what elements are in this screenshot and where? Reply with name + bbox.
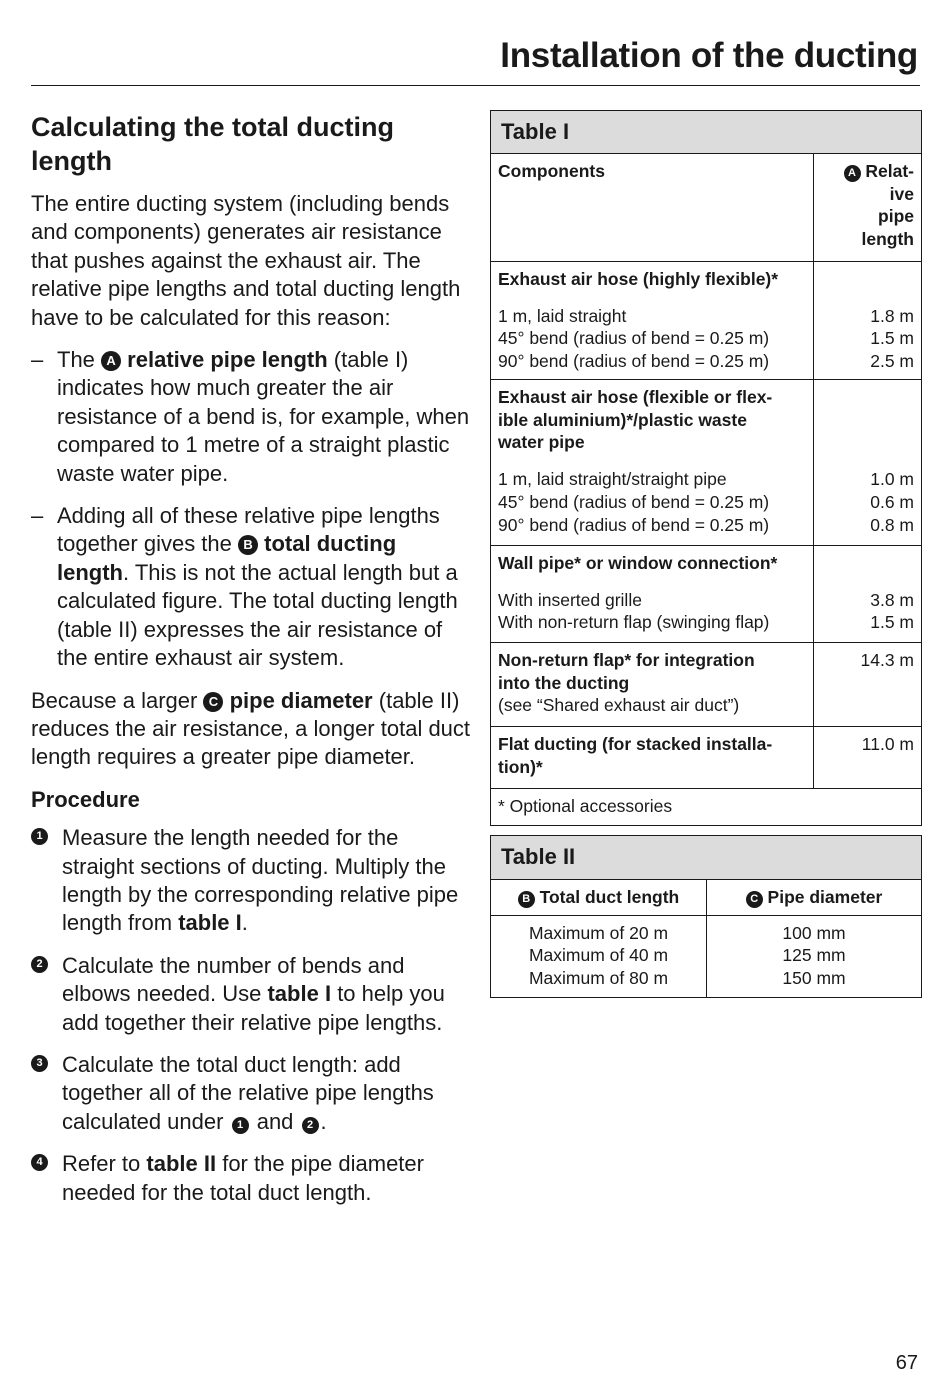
procedure-step-3 xyxy=(31,1051,471,1136)
table-row-flexible-aluminium-hose xyxy=(491,380,921,546)
table-row-non-return-flap xyxy=(491,643,921,727)
length-value: 1.8 m xyxy=(870,305,914,326)
table-row-flat-ducting xyxy=(491,727,921,789)
component-item: 90° bend (radius of bend = 0.25 m) xyxy=(498,514,770,535)
component-heading: Exhaust air hose (highly flexible)* xyxy=(498,269,779,289)
step-text: to help you add together their relative pipe lengths. xyxy=(62,981,445,1035)
total-duct-length-header xyxy=(491,880,707,915)
bullet-text: Adding all of these relative pipe lengths together gives the xyxy=(57,503,440,557)
header-line: ive xyxy=(889,183,914,204)
procedure-step-1 xyxy=(31,824,471,938)
total-duct-length-values xyxy=(491,916,707,997)
step-number-badge: 3 xyxy=(31,1055,48,1072)
component-cell xyxy=(491,546,814,642)
relative-length-header xyxy=(814,154,921,261)
duct-length-value: Maximum of 40 m xyxy=(528,945,669,966)
procedure-step-4 xyxy=(31,1150,471,1207)
table-footnote: * Optional accessories xyxy=(498,796,673,816)
table-1-title: Table I xyxy=(491,111,921,154)
table-2-body-row xyxy=(491,916,921,997)
paragraph-text: Because a larger xyxy=(31,687,198,713)
component-note: (see “Shared exhaust air duct”) xyxy=(498,695,740,716)
paragraph-text: (table II) reduces the air resistance, a longer total duct length requires a greater pipe diameter. xyxy=(31,687,471,770)
bullet-total-ducting-length xyxy=(31,502,471,672)
table-1-header-row xyxy=(491,154,921,262)
heading-line: water pipe xyxy=(498,432,585,453)
header-text: Total duct length xyxy=(539,887,680,907)
step-1-ref-badge: 1 xyxy=(232,1117,249,1134)
component-item: 45° bend (radius of bend = 0.25 m) xyxy=(498,491,770,512)
table-row-wall-pipe xyxy=(491,546,921,643)
header-line: length xyxy=(861,229,914,250)
duct-length-value: Maximum of 20 m xyxy=(528,922,669,943)
component-heading xyxy=(498,649,806,694)
component-item: 1 m, laid straight/straight pipe xyxy=(498,469,727,490)
letter-a-badge: A xyxy=(101,351,121,371)
step-text: Measure the length needed for the straight sections of ducting. Multiply the length by the corresponding relative pipe length from xyxy=(62,825,459,936)
table-footnote-row xyxy=(491,789,921,825)
table-2-title: Table II xyxy=(491,836,921,880)
paragraph-bold-term: pipe diameter xyxy=(229,687,373,713)
step-text: for the pipe diameter needed for the total duct length. xyxy=(62,1151,424,1205)
letter-c-badge: C xyxy=(746,891,763,908)
value-cell xyxy=(814,262,921,379)
length-value: 0.6 m xyxy=(870,491,914,512)
length-value: 1.0 m xyxy=(870,469,914,490)
heading-line: Non-return flap* for integration xyxy=(498,650,755,670)
component-heading: Wall pipe* or window connection* xyxy=(498,553,778,573)
step-number-badge: 1 xyxy=(31,828,48,845)
header-divider xyxy=(31,85,920,86)
step-bold-ref: table I xyxy=(178,910,242,936)
step-text: . xyxy=(241,910,248,936)
length-value: 1.5 m xyxy=(870,612,914,633)
step-text: Calculate the total duct length: add together all of the relative pipe lengths calculated under xyxy=(62,1051,434,1134)
component-cell xyxy=(491,380,814,545)
letter-a-badge: A xyxy=(844,165,861,182)
table-row-highly-flexible-hose xyxy=(491,262,921,380)
main-text-column xyxy=(31,110,471,1221)
page-number: 67 xyxy=(895,1352,918,1374)
component-heading xyxy=(498,386,806,454)
letter-c-badge: C xyxy=(203,692,223,712)
letter-b-badge: B xyxy=(518,891,535,908)
letter-b-badge: B xyxy=(238,535,258,555)
heading-line: Flat ducting (for stacked installa- xyxy=(498,734,773,754)
pipe-diameter-paragraph xyxy=(31,687,471,772)
step-number-badge: 4 xyxy=(31,1154,48,1171)
step-number-badge: 2 xyxy=(31,956,48,973)
header-line: pipe xyxy=(878,206,914,227)
duct-length-value: Maximum of 80 m xyxy=(528,968,669,989)
table-2-header-row xyxy=(491,880,921,916)
step-text: Refer to xyxy=(62,1151,141,1177)
section-title: Calculating the total ducting length xyxy=(31,112,394,176)
component-item: With inserted grille xyxy=(498,589,642,610)
step-text: . xyxy=(320,1108,327,1134)
heading-line: into the ducting xyxy=(498,672,630,693)
diameter-value: 100 mm xyxy=(782,922,846,943)
intro-paragraph: The entire ducting system (including bends and components) generates air resistance that pushes against the exhaust air. The relative pipe lengths and total ducting length have to be calculated for this reason: xyxy=(31,191,461,330)
dash-marker: – xyxy=(31,347,44,373)
length-value: 2.5 m xyxy=(870,351,914,372)
value-cell xyxy=(814,380,921,545)
bullet-text: . This is not the actual length but a calculated figure. The total ducting length (table II) expresses the air resistance of the entire exhaust air system. xyxy=(57,559,458,671)
component-item: 45° bend (radius of bend = 0.25 m) xyxy=(498,328,770,349)
length-value: 11.0 m xyxy=(861,734,914,754)
component-cell xyxy=(491,643,814,726)
table-2 xyxy=(490,835,922,998)
step-2-ref-badge: 2 xyxy=(302,1117,319,1134)
bullet-text: The xyxy=(57,347,95,373)
heading-line: ible aluminium)*/plastic waste xyxy=(498,409,747,430)
step-text: Calculate the number of bends and elbows needed. Use xyxy=(62,952,405,1007)
length-value: 3.8 m xyxy=(870,589,914,610)
component-item: 1 m, laid straight xyxy=(498,305,627,326)
step-text: and xyxy=(256,1108,294,1134)
dash-marker: – xyxy=(31,503,44,529)
length-value: 14.3 m xyxy=(860,650,914,670)
value-cell xyxy=(814,546,921,642)
component-item: 90° bend (radius of bend = 0.25 m) xyxy=(498,351,770,372)
component-item: With non-return flap (swinging flap) xyxy=(498,612,770,633)
length-value: 1.5 m xyxy=(870,328,914,349)
diameter-value: 150 mm xyxy=(782,968,846,989)
bullet-bold-term: total ducting length xyxy=(57,531,397,585)
step-bold-ref: table II xyxy=(146,1151,217,1177)
table-1 xyxy=(490,110,922,826)
bullet-relative-pipe-length xyxy=(31,346,471,488)
length-value: 0.8 m xyxy=(870,514,914,535)
heading-line: Exhaust air hose (flexible or flex- xyxy=(498,387,773,407)
header-text: Pipe diameter xyxy=(767,887,883,907)
pipe-diameter-header xyxy=(707,880,921,915)
step-bold-ref: table I xyxy=(267,981,332,1007)
components-header: Components xyxy=(491,154,814,261)
header-line: Relat- xyxy=(865,161,914,181)
bullet-text: (table I) indicates how much greater the air resistance of a bend is, for example, when compared to 1 metre of a straight plastic waste water pipe. xyxy=(57,347,470,486)
component-heading xyxy=(491,727,814,788)
diameter-value: 125 mm xyxy=(782,945,846,966)
component-cell xyxy=(491,262,814,379)
page-header-title: Installation of the ducting xyxy=(500,36,918,75)
pipe-diameter-values xyxy=(707,916,921,997)
heading-line: tion)* xyxy=(498,756,543,777)
procedure-title: Procedure xyxy=(31,786,140,812)
bullet-bold-term: relative pipe length xyxy=(127,347,328,373)
procedure-step-2 xyxy=(31,952,471,1037)
